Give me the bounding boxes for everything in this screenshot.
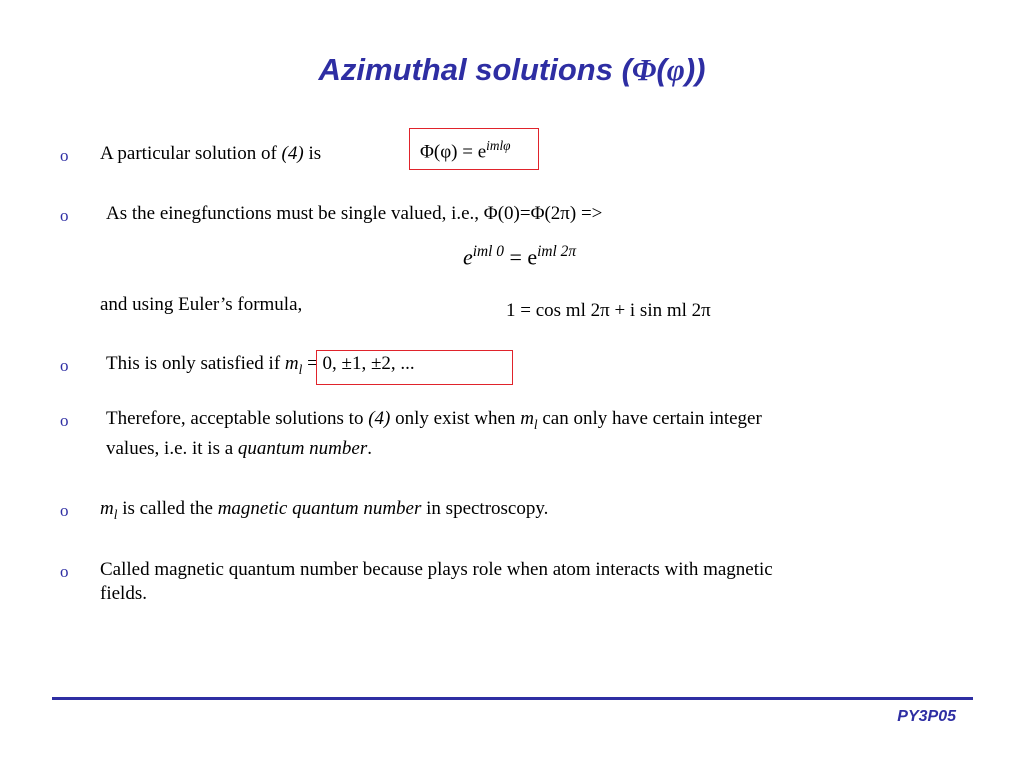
bullet-marker: o (60, 206, 69, 225)
bullet-text-4: Therefore, acceptable solutions to (4) only exist when $m_l$ can only have certain integer (106, 408, 762, 432)
bullet-marker: o (60, 501, 69, 520)
equation-phi: $\Phi(\varphi) = e^{iml\varphi}$ (420, 138, 511, 163)
equation-euler: 1 = cos ml 2π + i sin ml 2π (506, 300, 711, 321)
footer-rule (52, 697, 973, 700)
bullet-marker: o (60, 562, 69, 581)
bullet-text-3: This is only satisfied if $m_l = 0$, ±1, ±2, ... (106, 353, 415, 377)
bullet-text-5: $m_l$ is called the magnetic quantum number in spectroscopy. (100, 498, 549, 522)
bullet-text-6-cont: fields. (100, 583, 147, 604)
equation-box-2 (316, 350, 513, 385)
equation-single-valued: $e^{iml 0} = e^{iml 2\pi}$ (463, 243, 577, 270)
bullet-text-4-cont: values, i.e. it is a quantum number. (106, 438, 372, 459)
slide-title: Azimuthal solutions (Φ(φ)) (318, 52, 706, 87)
bullet-marker: o (60, 146, 69, 165)
bullet-marker: o (60, 411, 69, 430)
footer-course-code: PY3P05 (897, 708, 956, 725)
bullet-text-6: Called magnetic quantum number because plays role when atom interacts with magnetic (100, 559, 773, 580)
bullet-marker: o (60, 356, 69, 375)
euler-text: and using Euler’s formula, (100, 294, 303, 315)
bullet-text-1: A particular solution of (4) is (100, 143, 322, 164)
bullet-text-2: As the einegfunctions must be single valued, i.e., Φ(0)=Φ(2π) => (106, 203, 603, 224)
